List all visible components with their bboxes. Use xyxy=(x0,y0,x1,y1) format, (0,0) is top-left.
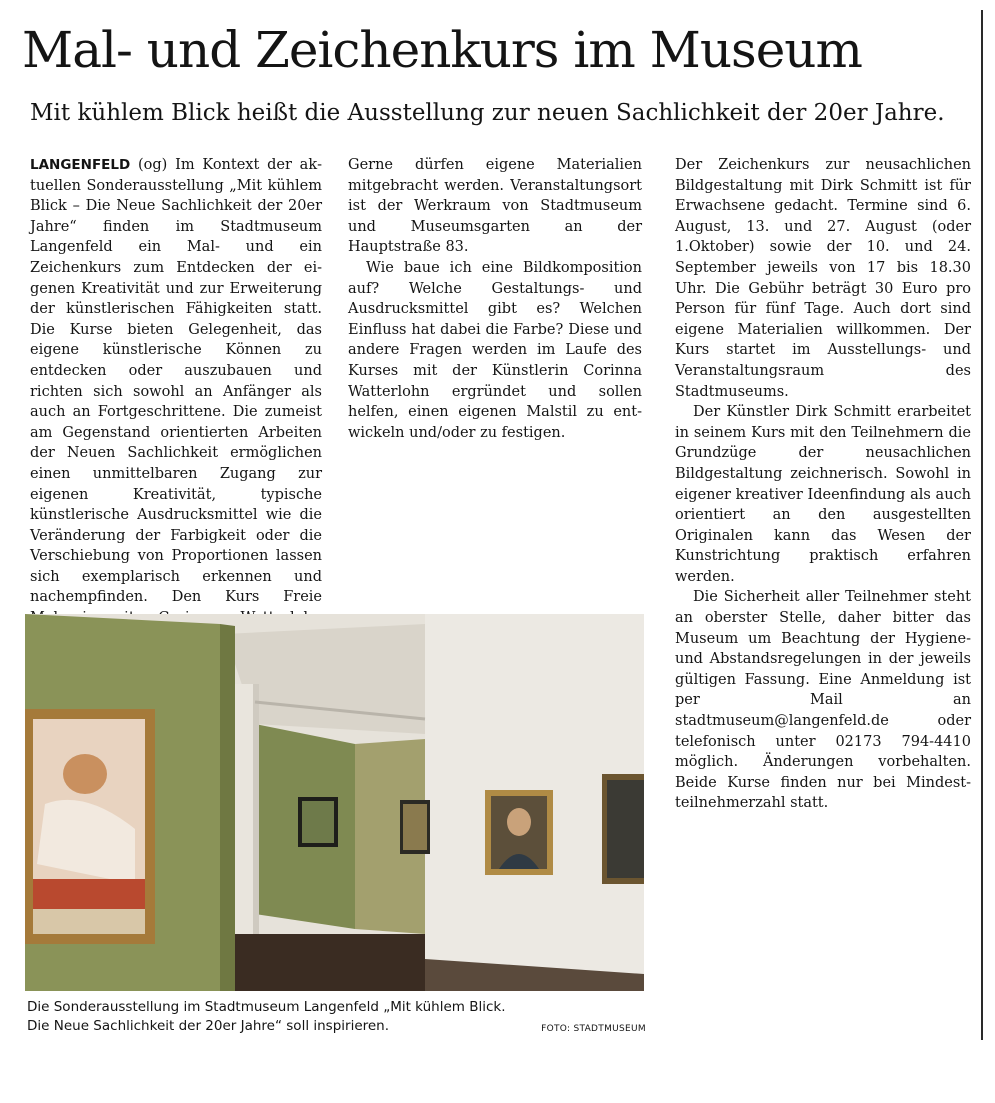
gallery-photo xyxy=(25,614,644,991)
article-subheadline: Mit kühlem Blick heißt die Ausstellung zur neuen Sachlichkeit der 20er Jahre. xyxy=(30,100,945,126)
article-paragraph: Wie baue ich eine Bildkomposition auf? Welche Gestaltungs- und Ausdrucksmittel gibt es? Welchen Einfluss hat dabei die Farbe? Diese und andere Fragen werden im Laufe des Kurses mit der Künstlerin Corinna Watterlohn ergründet und sollen helfen, einen eigenen Malstil zu entwickeln und/oder zu festigen. xyxy=(348,259,642,441)
article-column-3 xyxy=(675,155,971,814)
dateline: LANGENFELD xyxy=(30,157,131,173)
paragraph-text: (og) Im Kontext der aktuellen Sonderausstellung „Mit kühlem Blick – Die Neue Sachlichkeit der 20er Jahre“ finden im Stadtmuseum Langenfeld ein Mal- und ein Zeichenkurs zum Entdecken der eigenen Kreativität und zur Erweiterung der künstlerischen Fähigkeiten statt. Die Kurse bieten Gelegenheit, das eigene künstlerische Können zu entdecken oder auszubauen und richten sich sowohl an Anfänger als auch an Fortgeschrittene. Die zumeist am Gegenstand orientierten Arbeiten der Neuen Sachlichkeit ermöglichen einen unmittelbaren Zugang zur eigenen Kreativität, typische künstlerische Ausdrucksmittel wie die Veränderung der Farbigkeit oder die Verschiebung von Proportionen lassen sich exemplarisch erkennen und nachempfinden. Den Kurs Freie xyxy=(30,157,323,606)
article-paragraph: Die Sicherheit aller Teilnehmer steht an oberster Stelle, daher bitter das Museum um Beachtung der Hygiene- und Abstandsregelungen in der jeweils gültigen Fassung. Eine Anmeldung ist per Mail an stadtmuseum@langenfeld.de oder telefonisch unter 02173 794-4410 möglich. Änderungen vorbehalten. Beide Kurse finden nur bei Mindestteilnehmerzahl statt. xyxy=(675,589,971,812)
article-paragraph: Der Zeichenkurs zur neusachlichen Bildgestaltung mit Dirk Schmitt ist für Erwachsene gedacht. Termine sind 6. August, 13. und 27. August (oder 1.Oktober) sowie der 10. und 24. September jeweils von 17 bis 18.30 Uhr. Die Gebühr beträgt 30 Euro pro Person für fünf Tage. Auch dort sind eigene Materialien willkommen. Der Kurs startet im Ausstellungs- und Veranstaltungsraum des Stadtmuseums. xyxy=(675,157,971,400)
article-paragraph: Gerne dürfen eigene Materialien mitgebracht werden. Veranstaltungsort ist der Werkraum von Stadtmuseum und Museumsgarten an der Hauptstraße 83. xyxy=(348,157,642,256)
article-headline: Mal- und Zeichenkurs im Museum xyxy=(22,21,862,79)
photo-credit: FOTO: STADTMUSEUM xyxy=(541,1024,646,1034)
article-column-2 xyxy=(348,155,642,443)
column-rule xyxy=(981,10,983,1040)
photo-caption: Die Sonderausstellung im Stadtmuseum Langenfeld „Mit kühlem Blick. Die Neue Sachlichkeit der 20er Jahre“ soll inspirieren. xyxy=(27,999,506,1034)
article-paragraph: Der Künstler Dirk Schmitt erarbeitet in seinem Kurs mit den Teilnehmern die Grundzüge der neusachlichen Bildgestaltung zeichnerisch. Sowohl in eigener kreativer Ideenfindung als auch orientiert an den ausgestellten Originalen kann das Wesen der Kunstrichtung praktisch erfahren werden. xyxy=(675,404,971,585)
